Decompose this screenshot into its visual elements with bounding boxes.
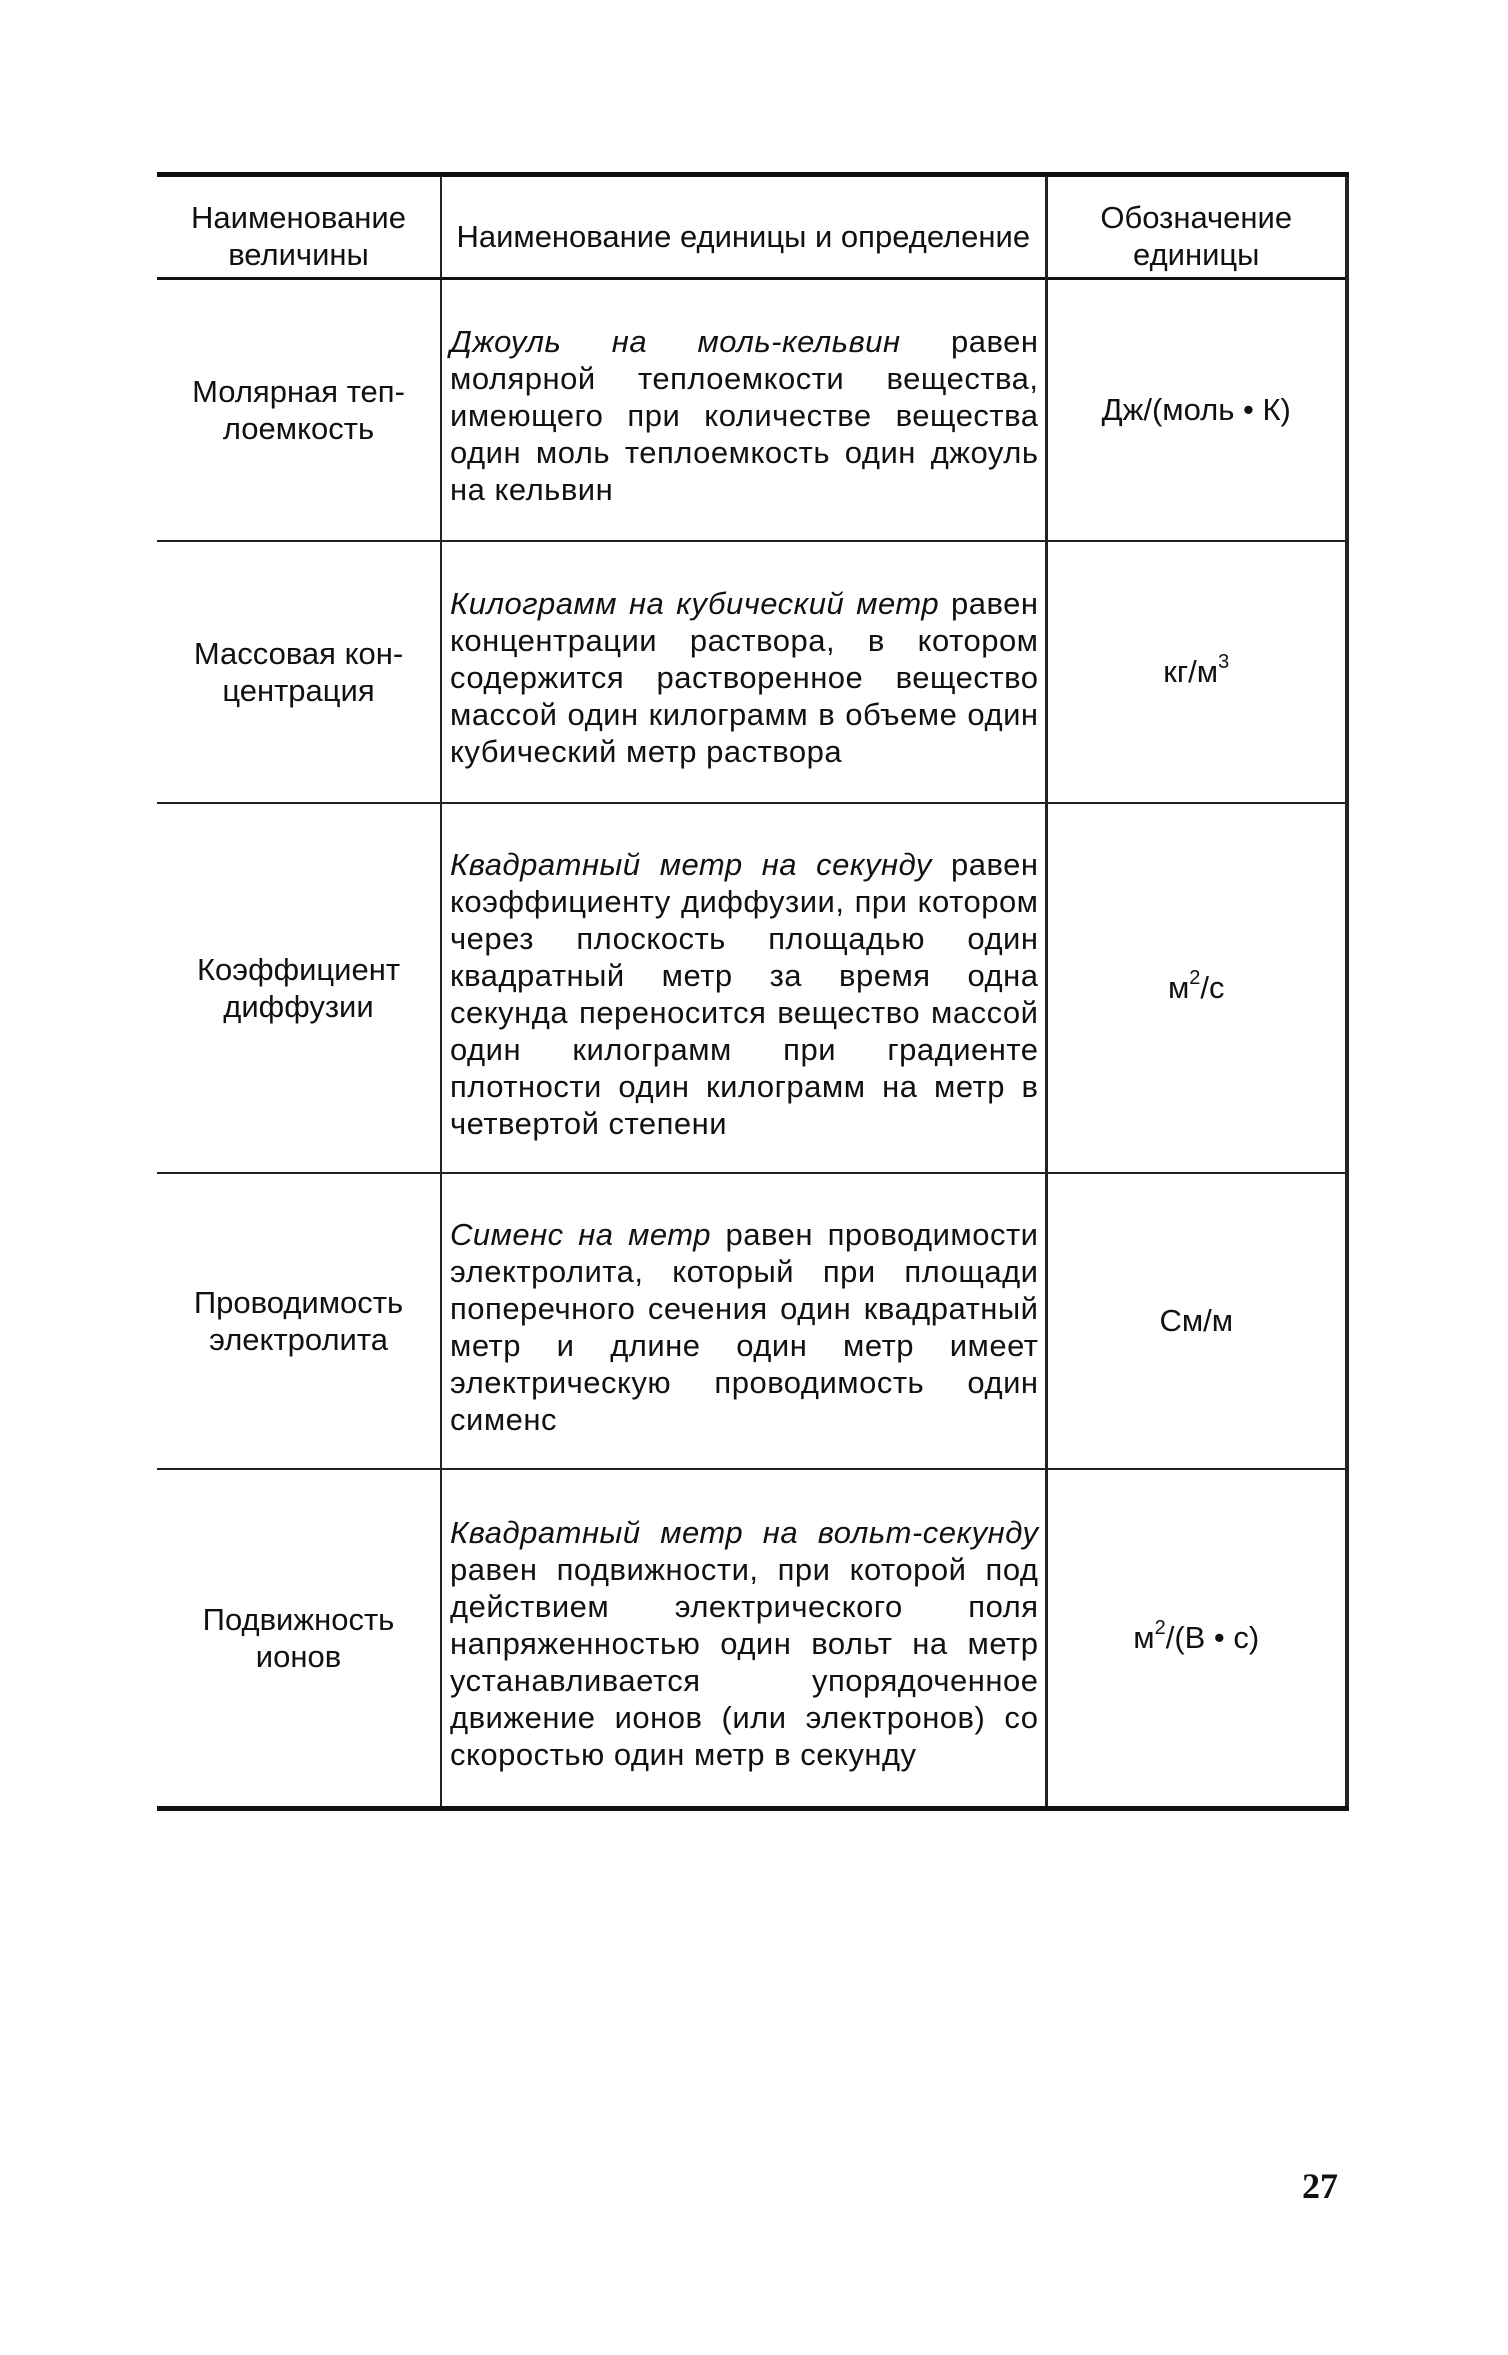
header-quantity: Наименование величины	[191, 200, 406, 272]
table-row	[157, 279, 1347, 541]
unit-name: Квадратный метр на вольт-секунду	[450, 1515, 1039, 1551]
table-row	[157, 803, 1347, 1173]
unit-definition	[441, 1469, 1046, 1809]
table-row	[157, 1173, 1347, 1469]
definition-text: равен подвижности, при которой под действием электрического поля напряженностью один вольт на метр устанавливается упорядоченное движение ионов (или электронов) со скоростью один метр в секунду	[450, 1552, 1039, 1773]
table-row	[157, 1469, 1347, 1809]
definition-text: равен проводимости электролита, который при площади поперечного сечения один квадратный метр и длине один метр имеет электрическую проводимость один сименс	[450, 1216, 1039, 1437]
quantity-name: Массовая кон-центрация	[157, 541, 441, 803]
unit-name: Квадратный метр на секунду	[450, 846, 932, 882]
table-row	[157, 541, 1347, 803]
unit-symbol: См/м	[1046, 1173, 1347, 1469]
page-number: 27	[1302, 2166, 1338, 2206]
unit-definition	[441, 541, 1046, 803]
definition-text: равен коэффициенту диффузии, при котором через плоскость площадью один квадратный метр за время одна секунда переносится вещество массой один килограмм при градиенте плотности один килограмм на метр в четвертой степени	[450, 846, 1039, 1141]
quantity-name: Проводимость электролита	[157, 1173, 441, 1469]
unit-definition	[441, 279, 1046, 541]
unit-symbol: Дж/(моль • К)	[1046, 279, 1347, 541]
unit-symbol: $кг/м^3$	[1046, 541, 1347, 803]
unit-symbol: $м^2/с$	[1046, 803, 1347, 1173]
unit-name: Джоуль на моль-кельвин	[450, 324, 901, 360]
unit-symbol: $м^2/(В$ • с)	[1046, 1469, 1347, 1809]
unit-definition	[441, 803, 1046, 1173]
definition-text: равен молярной теплоемкости вещества, имеющего при количестве вещества один моль теплоемкость один джоуль на кельвин	[450, 324, 1039, 508]
header-unit-definition: Наименование единицы и определение	[441, 175, 1046, 279]
quantity-name: Коэффициент диффузии	[157, 803, 441, 1173]
unit-name: Килограмм на кубический метр	[450, 586, 940, 621]
definition-text: равен концентрации раствора, в котором содержится растворенное вещество массой один килограмм в объеме один кубический метр раствора	[450, 586, 1039, 769]
quantity-name: Молярная теп-лоемкость	[157, 279, 441, 541]
units-table	[157, 172, 1349, 1811]
unit-definition	[441, 1173, 1046, 1469]
table-header-row	[157, 175, 1347, 279]
quantity-name: Подвижность ионов	[157, 1469, 441, 1809]
unit-name: Сименс на метр	[450, 1216, 711, 1252]
header-symbol: Обозначение единицы	[1046, 175, 1347, 279]
